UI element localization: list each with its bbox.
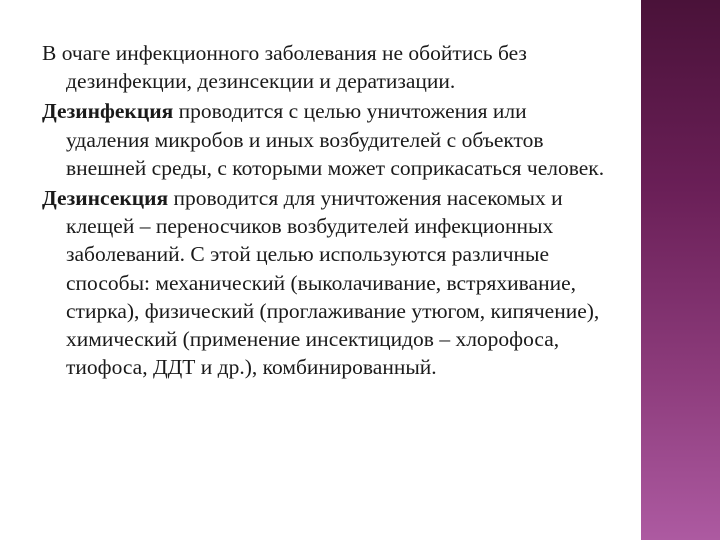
paragraph-disinsection [42, 184, 608, 381]
paragraph-disinfection-text: проводится с целью уничтожения или удаления микробов и иных возбудителей с объектов внешней среды, с которыми может соприкасаться человек. [66, 99, 605, 180]
term-disinfection: Дезинфекция [42, 99, 174, 124]
paragraph-disinfection [42, 97, 608, 182]
paragraph-intro-text: В очаге инфекционного заболевания не обойтись без дезинфекции, дезинсекции и дератизации. [42, 41, 527, 94]
slide-body [42, 39, 608, 383]
paragraph-intro [42, 39, 608, 95]
term-disinsection: Дезинсекция [42, 186, 169, 211]
paragraph-disinsection-text: проводится для уничтожения насекомых и клещей – переносчиков возбудителей инфекционных заболеваний. С этой целью используются различные способы: механический (выколачивание, встряхивание, стирка), физический (проглаживание утюгом, кипячение), химический (применение инсектицидов – хлорофоса, тиофоса, ДДТ и др.), комбинированный. [66, 186, 600, 380]
decorative-side-band [641, 0, 720, 540]
